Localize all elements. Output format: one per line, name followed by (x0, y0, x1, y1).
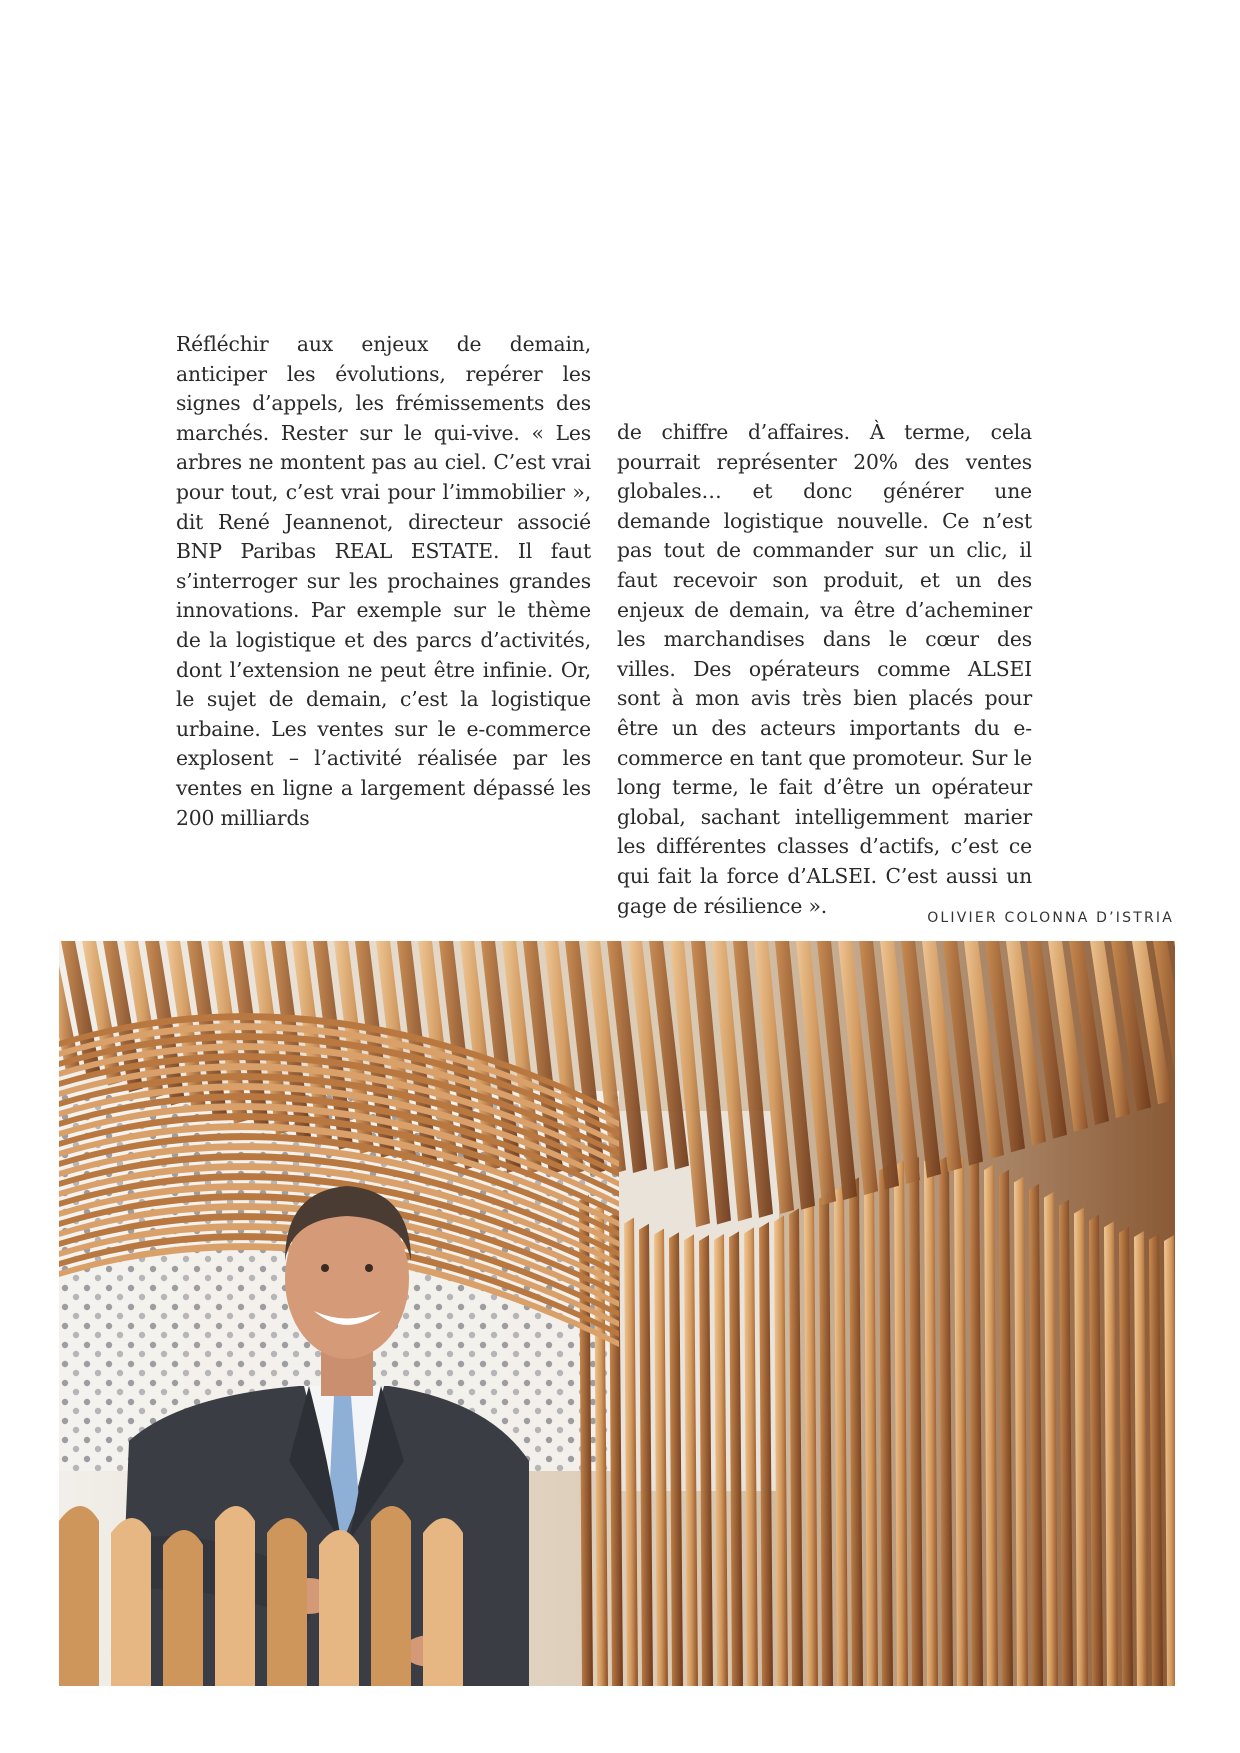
railing-slat (163, 1530, 203, 1686)
photo-credit: OLIVIER COLONNA D’ISTRIA (927, 910, 1174, 926)
railing-slat (319, 1530, 359, 1686)
article-column-left: Réfléchir aux enjeux de demain, anticiper les évolutions, repérer les signes d’appels, les frémissements des marchés. Rester sur le qui-vive. « Les arbres ne montent pas au ciel. C’est vrai pour tout, c’est vrai pour l’immobilier », dit René Jeannenot, directeur associé BNP Paribas REAL ESTATE. Il faut s’interroger sur les prochaines grandes innovations. Par exemple sur le thème de la logistique et des parcs d’activités, dont l’extension ne peut être infinie. Or, le sujet de demain, c’est la logistique urbaine. Les ventes sur le e-commerce explosent – l’activité réalisée par les ventes en ligne a largement dépassé les 200 milliards (176, 332, 591, 830)
railing-slat (215, 1506, 255, 1686)
railing-slat (371, 1506, 411, 1686)
railing-slat (267, 1518, 307, 1686)
portrait-photo (59, 941, 1175, 1686)
railing-slat (423, 1518, 463, 1686)
railing-slat (111, 1518, 151, 1686)
article-column-right: de chiffre d’affaires. À terme, cela pourrait représenter 20% des ventes globales… et donc générer une demande logistique nouvelle. Ce n’est pas tout de commander sur un clic, il faut recevoir son produit, et un des enjeux de demain, va être d’acheminer les marchandises dans le cœur des villes. Des opérateurs comme ALSEI sont à mon avis très bien placés pour être un des acteurs importants du e-commerce en tant que promoteur. Sur le long terme, le fait d’être un opérateur global, sachant intelligemment marier les différentes classes d’actifs, c’est ce qui fait la force d’ALSEI. C’est aussi un gage de résilience ». (617, 420, 1032, 918)
railing-slat (59, 1506, 99, 1686)
wooden-sculpture-illustration (59, 941, 1175, 1686)
